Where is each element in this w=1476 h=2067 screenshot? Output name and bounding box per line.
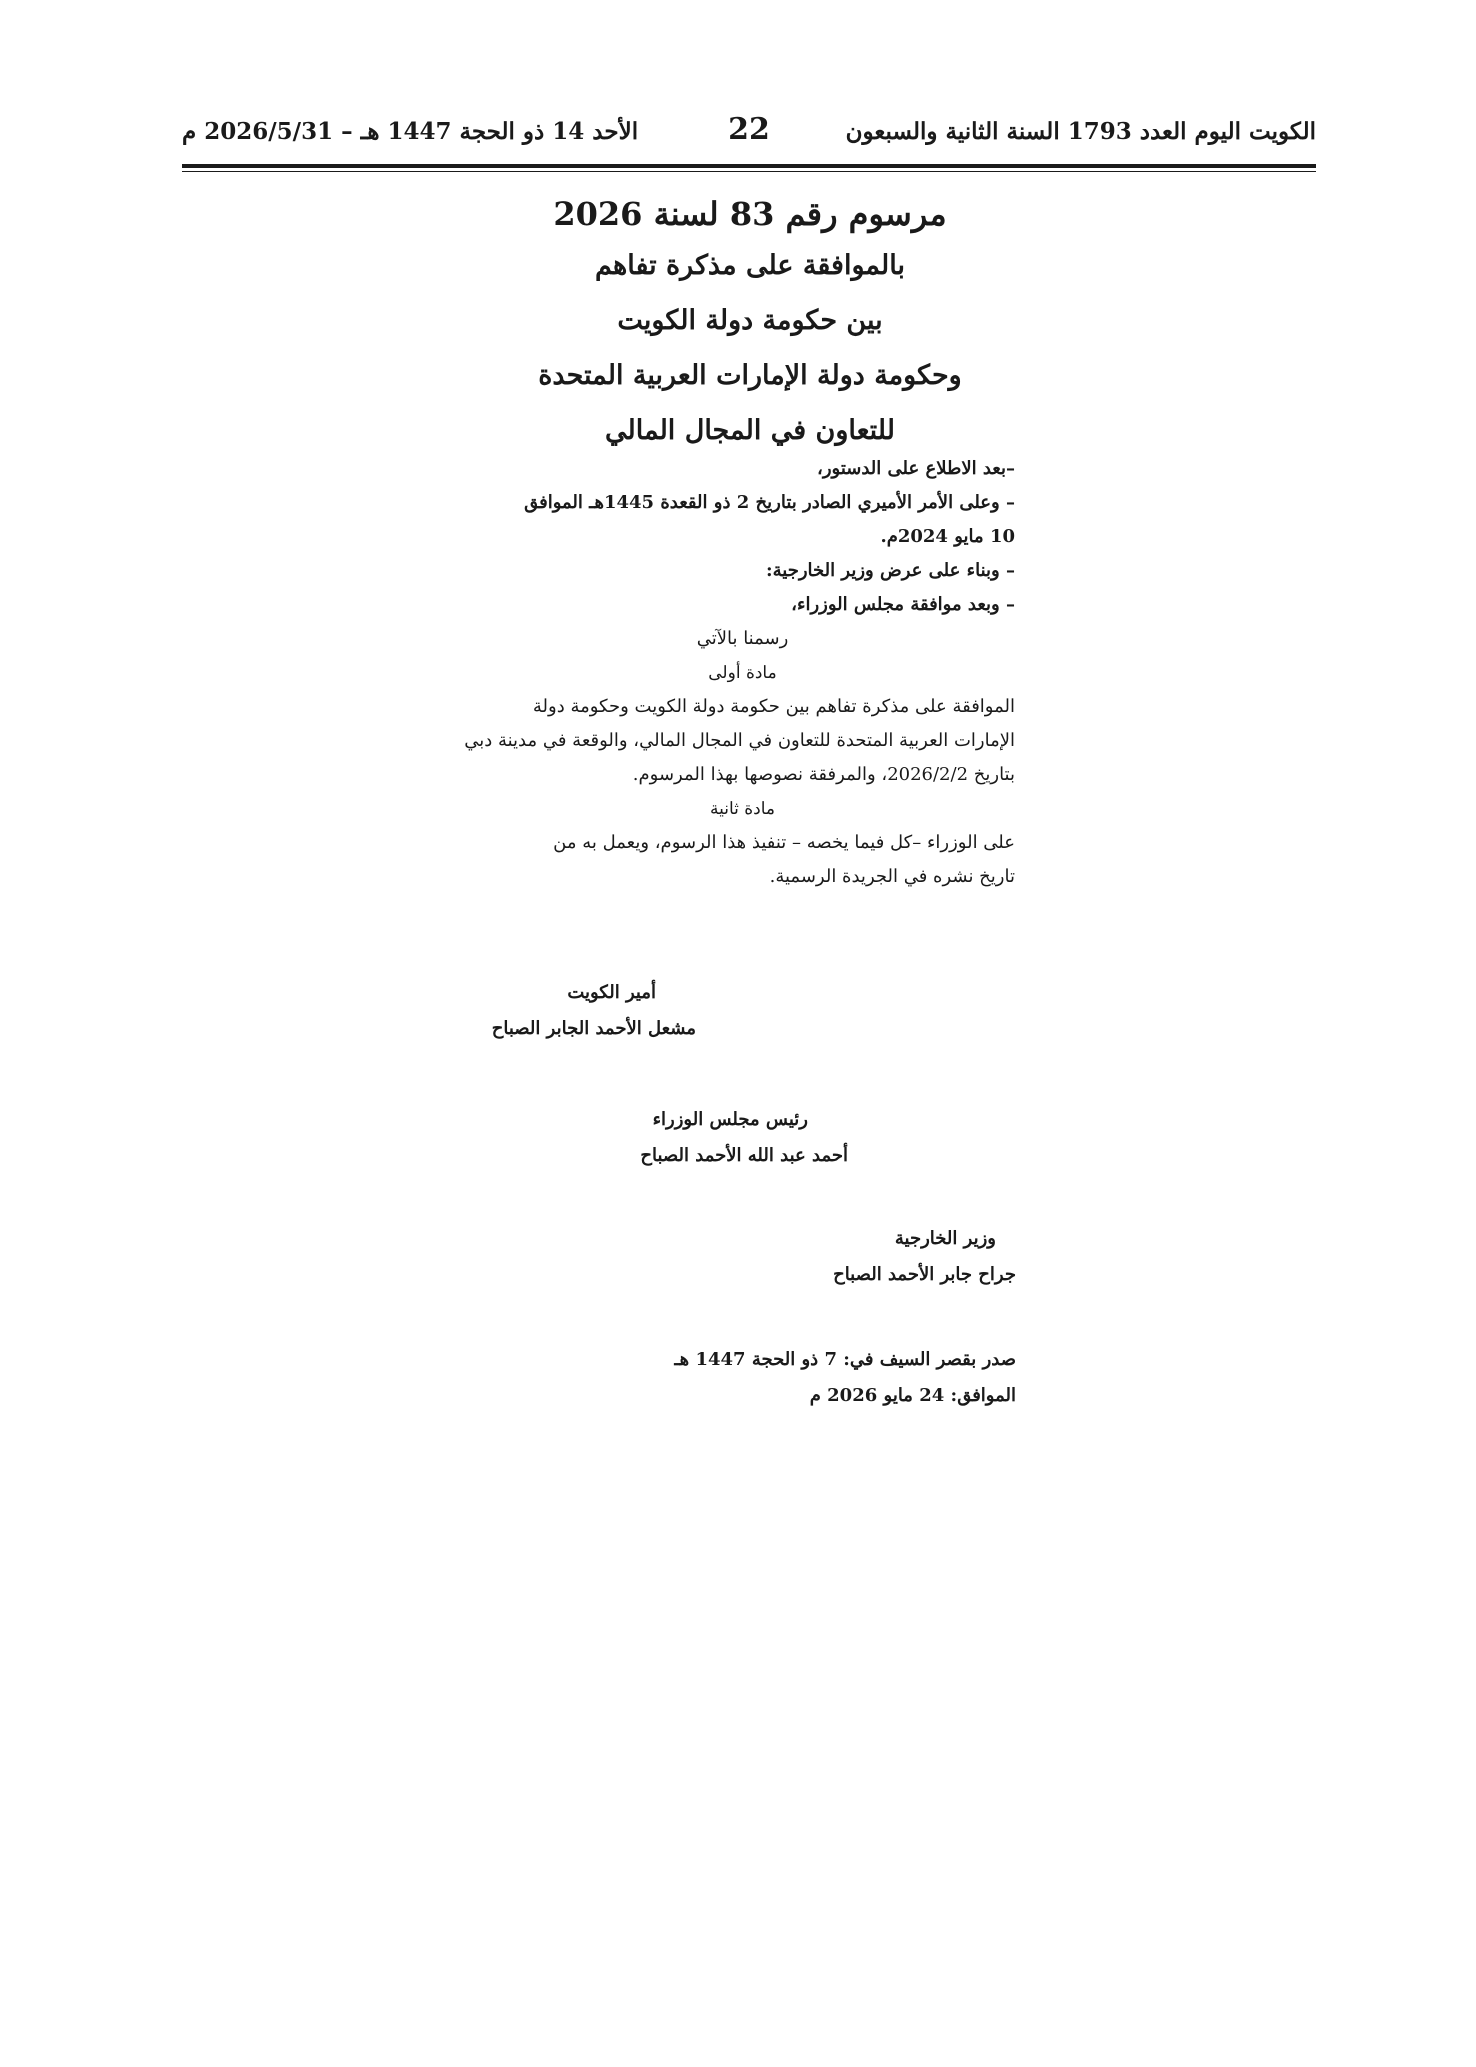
header-page-number: 22 (728, 112, 770, 147)
decree-subtitle-3: وحكومة دولة الإمارات العربية المتحدة (538, 360, 962, 391)
decree-subtitle-1: بالموافقة على مذكرة تفاهم (595, 250, 905, 281)
decree-title-block (400, 190, 1100, 458)
issued-hijri-date: صدر بقصر السيف في: 7 ذو الحجة 1447 هـ (674, 1349, 1016, 1370)
fm-role: وزير الخارجية (894, 1228, 996, 1249)
page-header (182, 112, 1316, 158)
preamble-constitution: –بعد الاطلاع على الدستور، (817, 458, 1015, 479)
article2-text-line1: على الوزراء –كل فيما يخصه – تنفيذ هذا الرسوم، ويعمل به من (553, 832, 1015, 853)
decree-phrase: رسمنا بالآتي (696, 628, 789, 649)
amir-role: أمير الكويت (567, 982, 656, 1003)
preamble-cabinet-approval: – وبعد موافقة مجلس الوزراء، (791, 594, 1015, 615)
pm-name: أحمد عبد الله الأحمد الصباح (640, 1145, 848, 1166)
preamble-minister-proposal: – وبناء على عرض وزير الخارجية: (765, 560, 1015, 581)
article1-text-line3: بتاريخ 2026/2/2، والمرفقة نصوصها بهذا المرسوم. (632, 764, 1015, 785)
article1-text-line2: الإمارات العربية المتحدة للتعاون في المجال المالي، والوقعة في مدينة دبي (464, 730, 1015, 751)
decree-subtitle-2: بين حكومة دولة الكويت (617, 305, 883, 336)
preamble-amiri-order-line2: 10 مايو 2024م. (880, 526, 1015, 547)
pm-role: رئيس مجلس الوزراء (652, 1109, 808, 1130)
foreign-minister-signature (833, 1221, 1016, 1293)
decree-subtitle-4: للتعاون في المجال المالي (605, 415, 895, 446)
prime-minister-signature (640, 1102, 848, 1174)
decree-body (464, 452, 1015, 894)
fm-name: جراح جابر الأحمد الصباح (833, 1264, 1016, 1285)
header-rule-thick (182, 164, 1316, 168)
article2-text-line2: تاريخ نشره في الجريدة الرسمية. (769, 866, 1015, 887)
preamble-amiri-order-line1: – وعلى الأمر الأميري الصادر بتاريخ 2 ذو القعدة 1445هـ الموافق (524, 492, 1015, 513)
article1-text-line1: الموافقة على مذكرة تفاهم بين حكومة دولة الكويت وحكومة دولة (532, 696, 1015, 717)
issued-gregorian-date: الموافق: 24 مايو 2026 م (809, 1385, 1016, 1406)
issuance-block (674, 1342, 1016, 1414)
amir-signature (492, 975, 696, 1047)
decree-title: مرسوم رقم 83 لسنة 2026 (553, 195, 947, 233)
article1-title: مادة أولى (708, 663, 777, 683)
article2-title: مادة ثانية (709, 799, 776, 819)
amir-name: مشعل الأحمد الجابر الصباح (491, 1018, 696, 1039)
header-date: الأحد 14 ذو الحجة 1447 هـ – 2026/5/31 م (182, 118, 639, 145)
header-rule-thin (182, 171, 1316, 172)
header-issue-info: الكويت اليوم العدد 1793 السنة الثانية والسبعون (845, 118, 1316, 145)
